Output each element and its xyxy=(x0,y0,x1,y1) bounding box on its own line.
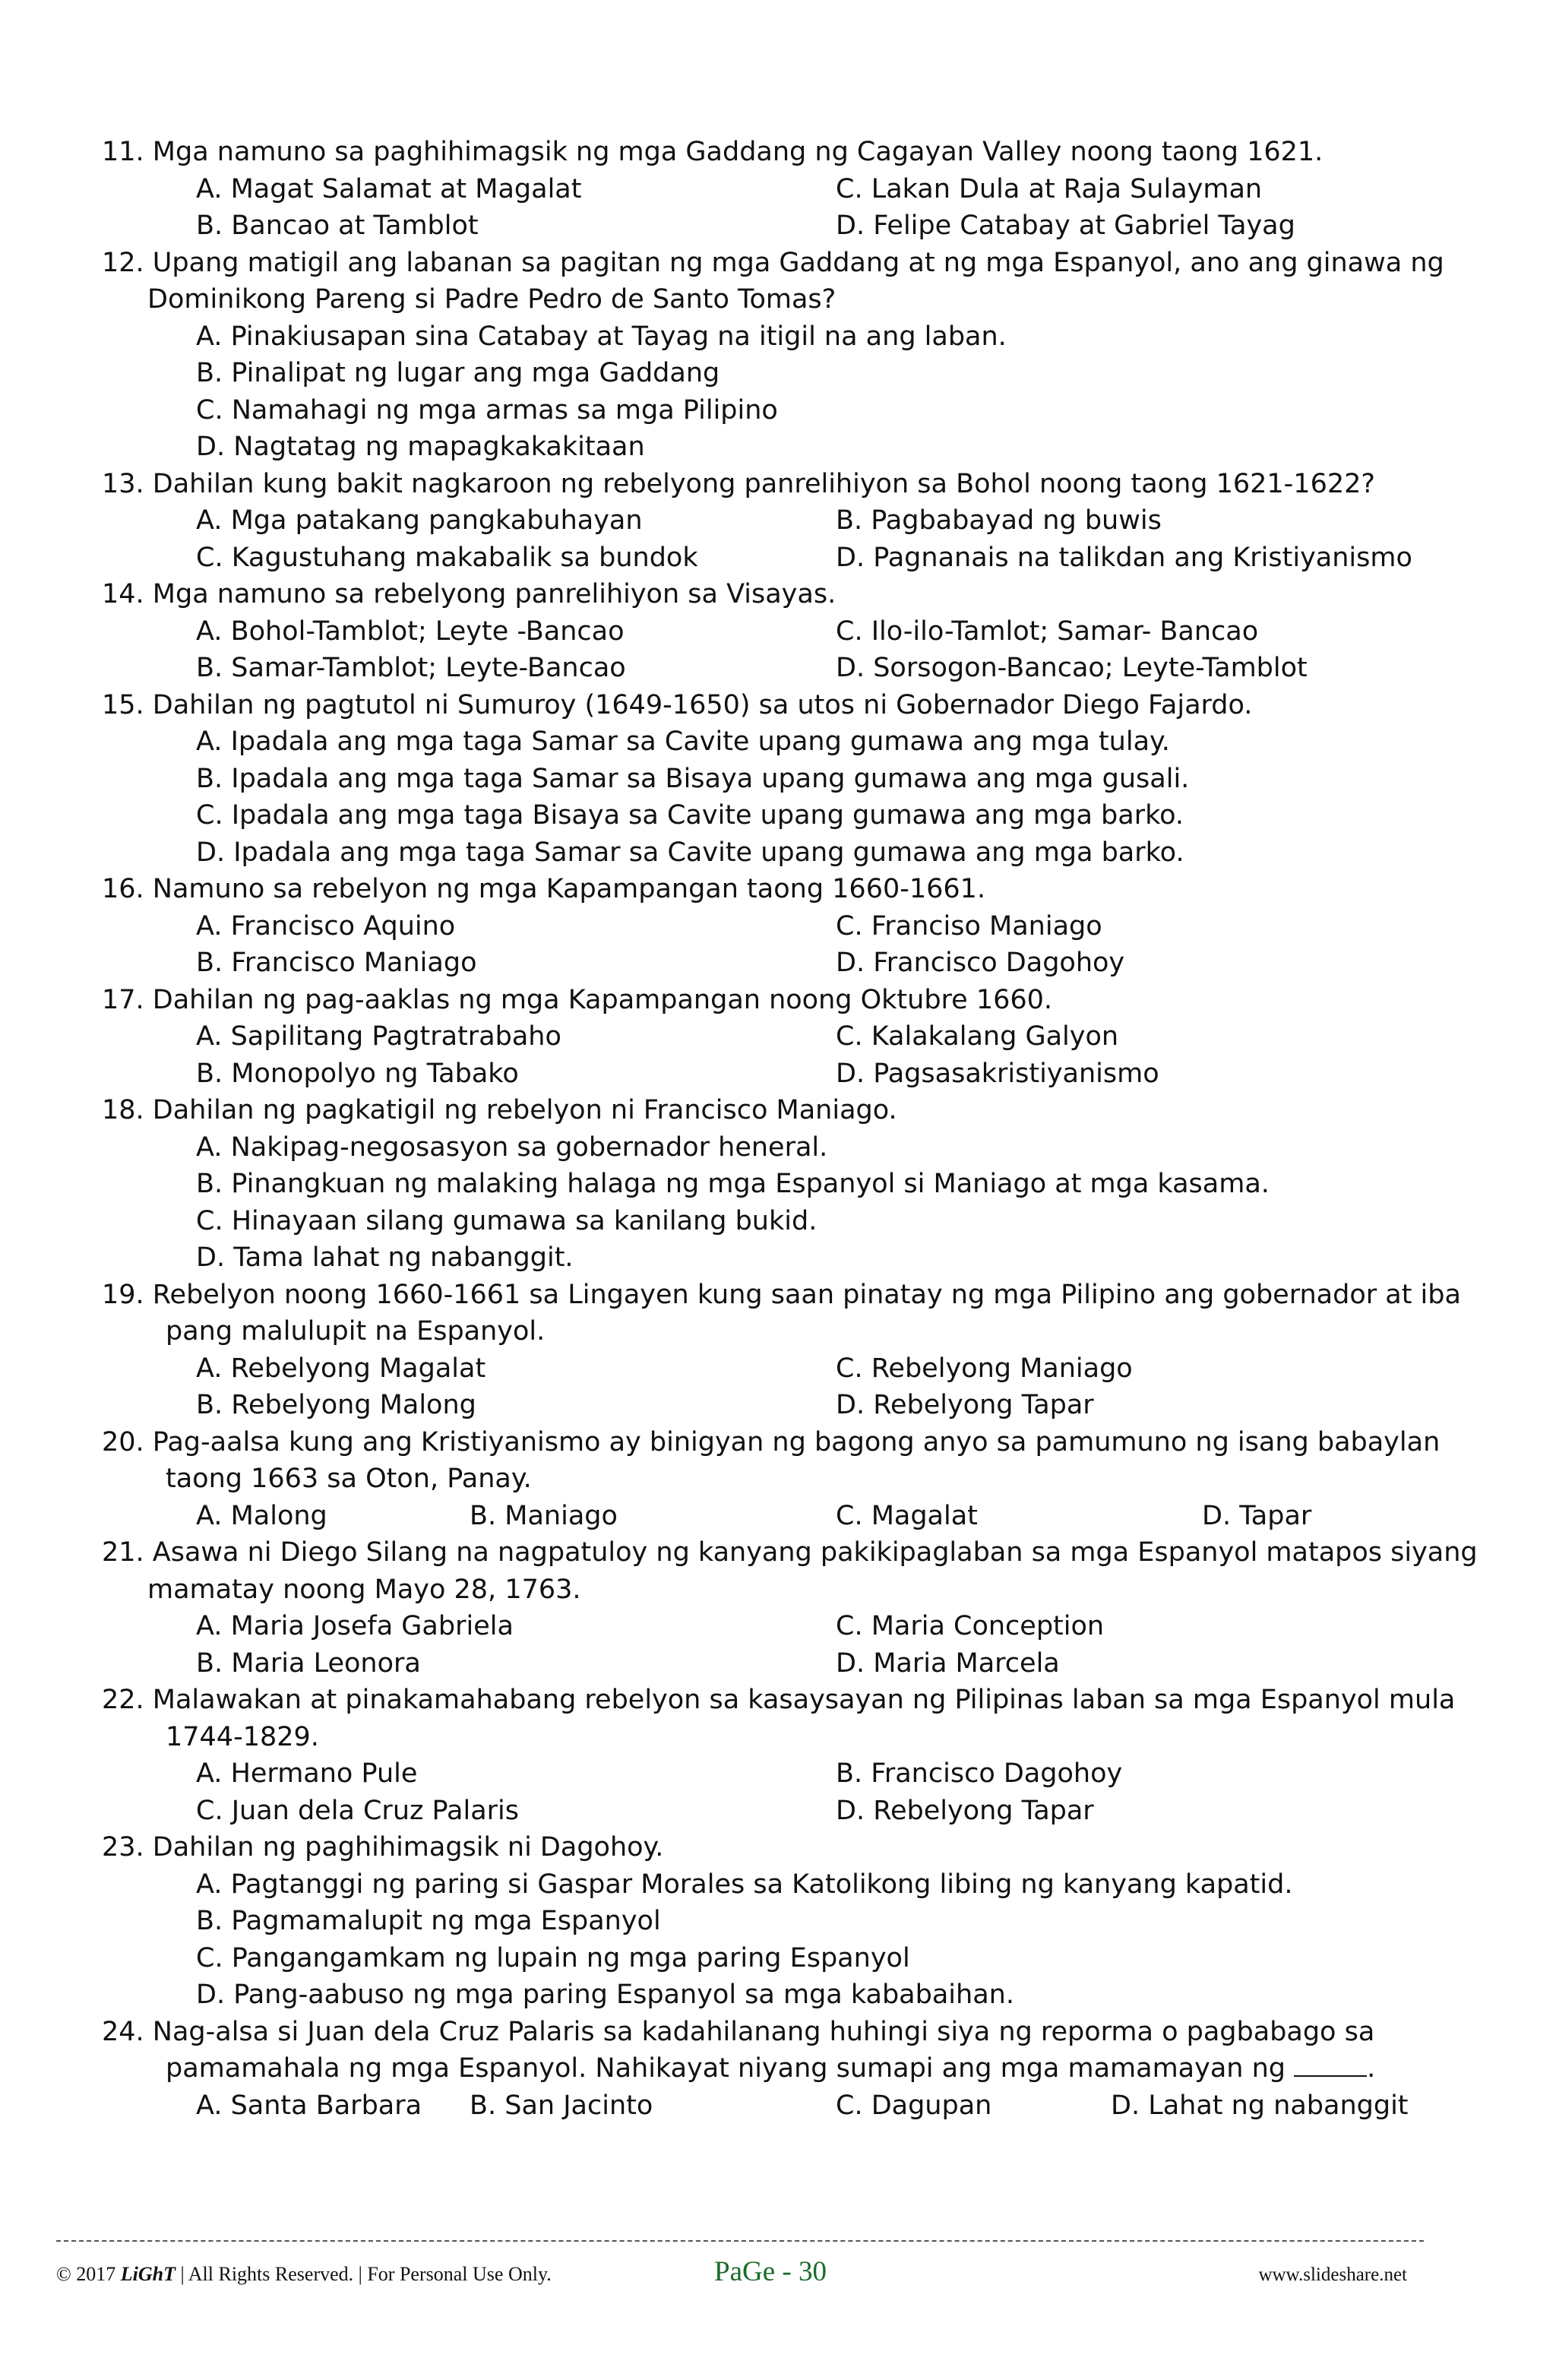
question-text-segment: pamamahala ng mga Espanyol. Nahikayat niyang sumapi ang mga mamamayan ng xyxy=(166,2053,1286,2084)
question-text-continued: Dominikong Pareng si Padre Pedro de Santo Tomas? xyxy=(147,284,837,315)
option-c: C. Ilo-ilo-Tamlot; Samar- Bancao xyxy=(836,616,1259,647)
option-d: D. Pagnanais na talikdan ang Kristiyanismo xyxy=(836,542,1412,573)
question-text: 14. Mga namuno sa rebelyong panrelihiyon sa Visayas. xyxy=(102,579,837,609)
option-a: A. Pinakiusapan sina Catabay at Tayag na itigil na ang laban. xyxy=(196,321,1007,352)
question-15 xyxy=(102,687,1469,872)
question-text: 15. Dahilan ng pagtutol ni Sumuroy (1649-1650) sa utos ni Gobernador Diego Fajardo. xyxy=(102,689,1253,720)
question-text: 18. Dahilan ng pagkatigil ng rebelyon ni Francisco Maniago. xyxy=(102,1095,897,1125)
option-d: D. Nagtatag ng mapagkakakitaan xyxy=(196,432,645,462)
option-b: B. Ipadala ang mga taga Samar sa Bisaya upang gumawa ang mga gusali. xyxy=(196,763,1190,794)
option-d: D. Pang-aabuso ng mga paring Espanyol sa mga kababaihan. xyxy=(196,1980,1014,2010)
option-b: B. Pinangkuan ng malaking halaga ng mga Espanyol si Maniago at mga kasama. xyxy=(196,1169,1270,1199)
option-a: A. Pagtanggi ng paring si Gaspar Morales sa Katolikong libing ng kanyang kapatid. xyxy=(196,1869,1293,1900)
option-a: A. Mga patakang pangkabuhayan xyxy=(196,505,643,536)
option-d: D. Sorsogon-Bancao; Leyte-Tamblot xyxy=(836,653,1308,683)
option-a: A. Bohol-Tamblot; Leyte -Bancao xyxy=(196,616,625,647)
question-text: 22. Malawakan at pinakamahabang rebelyon sa kasaysayan ng Pilipinas laban sa mga Espanyol mula xyxy=(102,1685,1456,1715)
option-a: A. Francisco Aquino xyxy=(196,910,456,942)
option-d: D. Tama lahat ng nabanggit. xyxy=(196,1242,574,1273)
option-c: C. Ipadala ang mga taga Bisaya sa Cavite upang gumawa ang mga barko. xyxy=(196,800,1184,831)
option-c: C. Magalat xyxy=(836,1500,978,1531)
question-text-continued xyxy=(102,2050,1469,2087)
option-a: A. Santa Barbara xyxy=(196,2090,422,2121)
question-text: 19. Rebelyon noong 1660-1661 sa Lingayen kung saan pinatay ng mga Pilipino ang gobernador at iba xyxy=(102,1279,1461,1310)
option-c: C. Franciso Maniago xyxy=(836,910,1102,942)
brand-name: LiGhT xyxy=(120,2263,176,2285)
page-number: PaGe - 30 xyxy=(714,2256,827,2287)
question-text: 23. Dahilan ng paghihimagsik ni Dagohoy. xyxy=(102,1832,664,1863)
option-c: C. Kagustuhang makabalik sa bundok xyxy=(196,542,698,573)
option-d: D. Rebelyong Tapar xyxy=(836,1795,1094,1826)
question-text: 17. Dahilan ng pag-aaklas ng mga Kapampangan noong Oktubre 1660. xyxy=(102,984,1053,1015)
question-list xyxy=(102,134,1478,2124)
option-d: D. Tapar xyxy=(1202,1500,1312,1531)
option-b: B. Samar-Tamblot; Leyte-Bancao xyxy=(196,653,626,683)
option-b: B. Francisco Dagohoy xyxy=(836,1758,1123,1789)
question-text-continued: mamatay noong Mayo 28, 1763. xyxy=(147,1574,581,1605)
option-a: A. Sapilitang Pagtratrabaho xyxy=(196,1021,561,1052)
option-a: A. Magat Salamat at Magalat xyxy=(196,173,582,204)
option-d: D. Lahat ng nabanggit xyxy=(1111,2090,1409,2121)
question-19 xyxy=(102,1277,1469,1424)
question-17 xyxy=(102,982,1469,1093)
option-c: C. Kalakalang Galyon xyxy=(836,1021,1119,1052)
question-text-continued: pang malulupit na Espanyol. xyxy=(166,1316,546,1347)
option-b: B. Monopolyo ng Tabako xyxy=(196,1058,519,1089)
source-site: www.slideshare.net xyxy=(1258,2264,1407,2285)
question-text: 16. Namuno sa rebelyon ng mga Kapampangan taong 1660-1661. xyxy=(102,874,986,904)
question-11 xyxy=(102,134,1469,245)
option-b: B. Pagmamalupit ng mga Espanyol xyxy=(196,1906,661,1936)
option-d: D. Rebelyong Tapar xyxy=(836,1390,1094,1420)
question-24 xyxy=(102,2014,1469,2125)
option-b: B. Francisco Maniago xyxy=(196,948,477,978)
option-b: B. Pagbabayad ng buwis xyxy=(836,505,1162,536)
option-b: B. San Jacinto xyxy=(470,2090,653,2121)
question-text: 24. Nag-alsa si Juan dela Cruz Palaris sa kadahilanang huhingi siya ng reporma o pagbabago sa xyxy=(102,2016,1375,2047)
question-21 xyxy=(102,1534,1478,1682)
option-b: B. Pinalipat ng lugar ang mga Gaddang xyxy=(196,358,720,388)
answer-blank xyxy=(1294,2052,1367,2077)
option-c: C. Hinayaan silang gumawa sa kanilang bukid. xyxy=(196,1205,818,1236)
option-c: C. Lakan Dula at Raja Sulayman xyxy=(836,173,1263,204)
question-text: 13. Dahilan kung bakit nagkaroon ng rebelyong panrelihiyon sa Bohol noong taong 1621-1622? xyxy=(102,468,1375,499)
question-text: 21. Asawa ni Diego Silang na nagpatuloy ng kanyang pakikipaglaban sa mga Espanyol matapos siyang xyxy=(102,1537,1478,1568)
option-a: A. Hermano Pule xyxy=(196,1758,418,1789)
option-b: B. Rebelyong Malong xyxy=(196,1390,476,1420)
option-d: D. Ipadala ang mga taga Samar sa Cavite upang gumawa ang mga barko. xyxy=(196,837,1184,868)
option-b: B. Bancao at Tamblot xyxy=(196,210,479,241)
page-footer xyxy=(56,2249,1424,2295)
question-18 xyxy=(102,1092,1469,1277)
question-23 xyxy=(102,1829,1469,2014)
option-d: D. Pagsasakristiyanismo xyxy=(836,1058,1159,1089)
question-text-continued: 1744-1829. xyxy=(166,1721,319,1752)
question-14 xyxy=(102,576,1469,687)
option-c: C. Rebelyong Maniago xyxy=(836,1353,1133,1384)
question-text-period: . xyxy=(1367,2053,1376,2084)
question-16 xyxy=(102,871,1469,982)
question-text: 12. Upang matigil ang labanan sa pagitan ng mga Gaddang at ng mga Espanyol, ano ang ginawa ng xyxy=(102,247,1444,278)
option-d: D. Maria Marcela xyxy=(836,1647,1060,1679)
option-c: C. Pangangamkam ng lupain ng mga paring Espanyol xyxy=(196,1942,910,1973)
question-text: 11. Mga namuno sa paghihimagsik ng mga Gaddang ng Cagayan Valley noong taong 1621. xyxy=(102,137,1324,167)
option-a: A. Rebelyong Magalat xyxy=(196,1353,486,1384)
option-c: C. Dagupan xyxy=(836,2090,992,2121)
option-a: A. Nakipag-negosasyon sa gobernador heneral. xyxy=(196,1131,828,1163)
option-b: B. Maria Leonora xyxy=(196,1647,421,1679)
option-a: A. Ipadala ang mga taga Samar sa Cavite upang gumawa ang mga tulay. xyxy=(196,726,1170,757)
question-12 xyxy=(102,245,1469,466)
option-d: D. Francisco Dagohoy xyxy=(836,948,1125,978)
copyright-notice xyxy=(56,2263,552,2286)
footer-divider xyxy=(56,2240,1424,2242)
option-c: C. Maria Conception xyxy=(836,1611,1105,1641)
question-22 xyxy=(102,1682,1469,1829)
question-13 xyxy=(102,466,1469,577)
copyright-year: 2017 xyxy=(76,2263,116,2285)
option-c: C. Namahagi ng mga armas sa mga Pilipino xyxy=(196,394,778,426)
option-a: A. Maria Josefa Gabriela xyxy=(196,1611,514,1641)
copyright-icon: © xyxy=(56,2263,71,2285)
question-20 xyxy=(102,1424,1469,1535)
question-text-continued: taong 1663 sa Oton, Panay. xyxy=(166,1464,532,1494)
option-a: A. Malong xyxy=(196,1500,327,1531)
rights-text: | All Rights Reserved. | For Personal Use Only. xyxy=(180,2263,552,2285)
question-text: 20. Pag-aalsa kung ang Kristiyanismo ay binigyan ng bagong anyo sa pamumuno ng isang babaylan xyxy=(102,1426,1441,1457)
option-b: B. Maniago xyxy=(470,1500,618,1531)
option-c: C. Juan dela Cruz Palaris xyxy=(196,1795,520,1826)
option-d: D. Felipe Catabay at Gabriel Tayag xyxy=(836,210,1295,241)
